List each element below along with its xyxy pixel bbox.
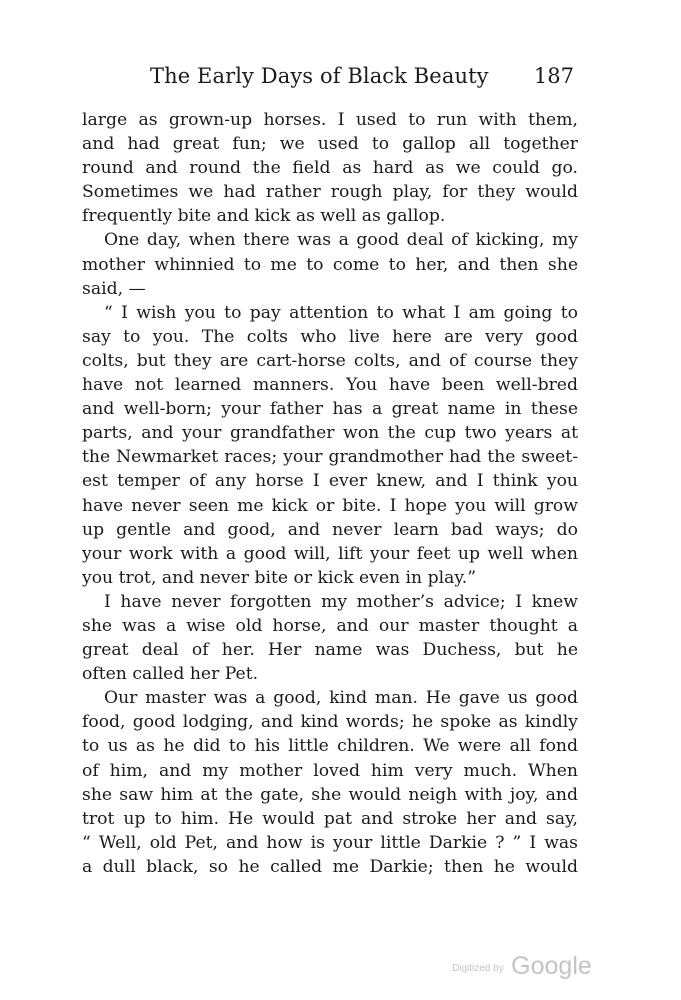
text-line: Our master was a good, kind man. He gave us good xyxy=(104,688,578,709)
text-line: Sometimes we had rather rough play, for they would xyxy=(82,182,578,203)
paragraph xyxy=(82,590,578,686)
paragraph xyxy=(82,301,578,590)
text-line: she saw him at the gate, she would neigh with joy, and xyxy=(82,784,578,805)
digitized-by-label: Digitized by xyxy=(452,963,504,974)
text-line: great deal of her. Her name was Duchess, but he xyxy=(82,640,578,661)
text-line: up gentle and good, and never learn bad ways; do xyxy=(82,519,578,540)
text-line: often called her Pet. xyxy=(82,664,259,685)
text-line: have not learned manners. You have been well-bred xyxy=(82,375,578,396)
text-line: a dull black, so he called me Darkie; then he would xyxy=(82,856,578,877)
text-line: I have never forgotten my mother’s advice; I knew xyxy=(104,591,578,612)
text-line: est temper of any horse I ever knew, and I think you xyxy=(82,471,578,492)
text-line: of him, and my mother loved him very much. When xyxy=(82,760,578,781)
text-line: your work with a good will, lift your feet up well when xyxy=(82,543,578,564)
digitized-by-google-watermark xyxy=(452,952,592,981)
text-line: and had great fun; we used to gallop all together xyxy=(82,134,578,155)
text-line: and well-born; your father has a great name in these xyxy=(82,399,578,420)
paragraph xyxy=(82,686,578,879)
text-line: say to you. The colts who live here are very good xyxy=(82,326,578,347)
text-line: you trot, and never bite or kick even in play.” xyxy=(82,567,477,588)
text-line: trot up to him. He would pat and stroke her and say, xyxy=(82,808,578,829)
text-line: parts, and your grandfather won the cup two years at xyxy=(82,423,578,444)
page-number: 187 xyxy=(533,64,574,88)
running-header xyxy=(150,64,574,94)
text-line: mother whinnied to me to come to her, and then she xyxy=(82,254,578,275)
text-line: to us as he did to his little children. We were all fond xyxy=(82,736,578,757)
text-line: the Newmarket races; your grandmother had the sweet- xyxy=(82,447,578,468)
text-line: have never seen me kick or bite. I hope you will grow xyxy=(82,495,578,516)
text-line: round and round the field as hard as we could go. xyxy=(82,158,578,179)
google-logo: Google xyxy=(511,952,592,980)
text-line: food, good lodging, and kind words; he spoke as kindly xyxy=(82,712,578,733)
running-title: The Early Days of Black Beauty xyxy=(150,64,489,88)
text-line: large as grown-up horses. I used to run with them, xyxy=(82,110,578,130)
text-line: “ I wish you to pay attention to what I am going to xyxy=(104,302,578,323)
body-text xyxy=(82,108,578,879)
text-line: frequently bite and kick as well as gallop. xyxy=(82,206,446,227)
text-line: One day, when there was a good deal of kicking, my xyxy=(104,230,578,251)
text-line: “ Well, old Pet, and how is your little Darkie ? ” I was xyxy=(82,832,578,853)
text-line: she was a wise old horse, and our master thought a xyxy=(82,615,578,636)
text-line: colts, but they are cart-horse colts, and of course they xyxy=(82,350,578,371)
paragraph xyxy=(82,228,578,300)
text-line: said, — xyxy=(82,278,146,299)
paragraph xyxy=(82,108,578,228)
